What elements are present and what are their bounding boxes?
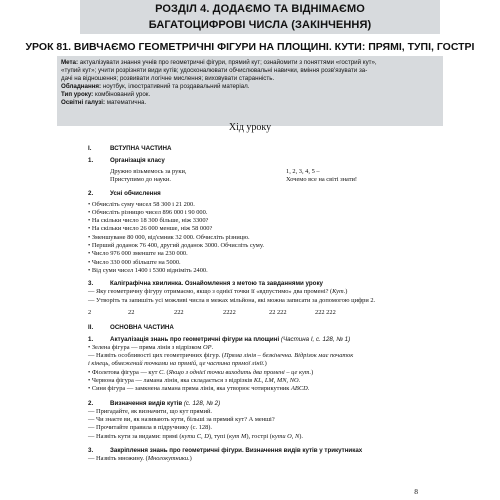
question-text — [0, 433, 500, 441]
type-label: Тип уроку: — [61, 90, 94, 98]
section-title: Визначення видів кутів — [110, 399, 184, 407]
question-part: ), тупі ( — [208, 432, 229, 440]
question-part: — Назвіть множину. ( — [88, 454, 148, 462]
list-item-text: На скільки число 18 300 більше, ніж 3300? — [91, 217, 209, 225]
list-item-text: . — [211, 343, 214, 351]
goal-label: Мета: — [61, 59, 79, 66]
poem-line: 1, 2, 3, 4, 5 – — [286, 168, 320, 175]
list-item: • Обчисліть різницю чисел 896 000 і 90 000. — [88, 208, 208, 216]
list-item: • Від суми чисел 1400 і 5300 відніміть 2400. — [88, 266, 208, 274]
poem-line: Приступимо до науки. — [110, 176, 171, 184]
greeting-poem — [0, 168, 500, 185]
answer-italic: Многокутники. — [147, 454, 190, 462]
answer-italic: Якщо з однієї точки виходить два промені – це кут. — [168, 368, 312, 376]
question-part: — Назвіть кути за видами: прямі ( — [88, 432, 182, 440]
section-heading — [0, 447, 500, 455]
section-title: Актуалізація знань про геометричні фігури на площині — [110, 335, 281, 343]
goal-text-3: дачі на відношення; розвивати логічне мислення; виховувати старанність. — [61, 74, 275, 82]
section-heading — [0, 400, 500, 408]
list-item-text: Фіолетова фігура — кут — [91, 368, 160, 376]
list-item-text: Обчисліть різницю чисел 896 000 і 90 000. — [91, 208, 208, 216]
section-number: 2. — [88, 399, 94, 407]
calli-number: 22 222 — [269, 308, 287, 316]
calli-number: 222 222 — [315, 308, 336, 316]
list-item: • Синя фігура — замкнена ламана пряма лінія, яка утворює чотирикутник ABCD. — [88, 385, 310, 393]
lesson-body — [0, 116, 500, 463]
calli-number: 2222 — [223, 308, 236, 316]
list-item-text: ) — [311, 368, 314, 376]
poem-left — [110, 168, 286, 185]
question-text: — Прочитайте правила в підручнику (с. 128). — [88, 424, 213, 432]
question-part: — Яку геометричну фігуру отримаємо, якщо з однієї точки її «вдпустимо» два промені? ( — [88, 288, 333, 296]
list-item: • Число 976 000 зменште на 230 000. — [88, 250, 188, 258]
question-part: ) — [189, 454, 192, 462]
equipment-label: Обладнання: — [61, 82, 102, 90]
answer-italic: кути O, N — [271, 432, 300, 440]
question-text: — Пригадайте, як визначити, що кут прямий. — [88, 407, 213, 415]
question-text — [0, 455, 500, 463]
section-heading — [0, 280, 500, 288]
list-item: • Число 330 000 збільште на 5000. — [88, 258, 181, 266]
part-title: ОСНОВНА ЧАСТИНА — [110, 323, 174, 331]
question-part: ), гострі ( — [246, 432, 272, 440]
lesson-title: УРОК 81. ВИВЧАЄМО ГЕОМЕТРИЧНІ ФІГУРИ НА ПЛОЩИНІ. КУТИ: ПРЯМІ, ТУПІ, ГОСТРІ — [25, 41, 475, 53]
section-reference: (Частина І, с. 128, № 1) — [280, 335, 351, 343]
list-item-text: На скільки число 26 000 менше, ніж 58 000? — [91, 225, 213, 233]
section-number: 2. — [88, 189, 94, 197]
list-item: • Фіолетова фігура — кут C. (Якщо з однієї точки виходить два промені – це кут.) — [88, 368, 314, 376]
equipment-value: ноутбук, ілюстративний та роздавальний матеріал. — [101, 82, 250, 90]
section-number: 1. — [88, 157, 94, 164]
section-heading — [0, 157, 500, 165]
field-value: математична. — [105, 98, 147, 106]
section-title: Організація класу — [110, 157, 165, 164]
question-text: — Утворіть та запишіть усі можливі числа в межах мільйона, які можна записати за допомогою цифри 2. — [88, 296, 376, 304]
list-item-text: Обчисліть суму чисел 58 300 і 21 200. — [91, 200, 195, 208]
list-item: • Зелена фігура — пряма лінія з відрізком OP. — [88, 343, 214, 351]
section-reference: (с. 128, № 2) — [183, 399, 221, 407]
field-label: Освітні галузі: — [61, 98, 106, 106]
list-item-text: Червона фігура — ламана лінія, яка складається з відрізків — [91, 377, 254, 385]
question-text — [0, 288, 500, 296]
list-item-text: Зелена фігура — пряма лінія з відрізком — [91, 343, 203, 351]
italic-term: OP — [202, 343, 212, 351]
list-item: • Червона фігура — ламана лінія, яка складається з відрізків KL, LM, MN, NO. — [88, 377, 301, 385]
answer-italic: Пряма лінія – безкінечна. Відрізок має початок — [224, 352, 354, 360]
type-value: комбінований урок. — [93, 90, 151, 98]
chapter-title-line1: РОЗДІЛ 4. ДОДАЄМО ТА ВІДНІМАЄМО — [155, 3, 365, 15]
answer-italic: кути C, D — [181, 432, 209, 440]
section-heading — [0, 336, 500, 344]
part-intro-heading — [0, 142, 500, 155]
question-text: — Чи знаєте ви, як називають кути, більші за прямий кут? А менші? — [88, 415, 275, 423]
answer-italic: і кінець, обмежений точками на прямій, це частина прямої лінії. — [88, 360, 265, 368]
list-item-text: Зменшуване 80 000, від'ємник 32 000. Обчисліть різницю. — [91, 233, 250, 241]
poem-line: Хочемо все на світі знати! — [286, 176, 358, 184]
chapter-banner — [80, 0, 440, 34]
poem-line: Дружно візьмемось за руки, — [110, 168, 187, 175]
italic-term: ABCD. — [291, 385, 310, 393]
part-title: ВСТУПНА ЧАСТИНА — [110, 145, 172, 152]
section-title: Усні обчислення — [110, 189, 161, 197]
list-item: • Перший доданок 76 400, другий доданок 3000. Обчисліть суму. — [88, 242, 264, 250]
list-item: • Обчисліть суму чисел 58 300 і 21 200. — [88, 200, 195, 208]
part-number: II. — [88, 323, 94, 331]
question-part: ). — [299, 432, 303, 440]
goal-text-2: «тупий кут»; учити розрізняти види кутів; удосконалювати обчислювальні навички, вміння розв'язувати за- — [61, 66, 368, 74]
question-part: ) — [264, 360, 267, 368]
list-item-text: Синя фігура — замкнена ламана пряма лінія, яка утворює чотирикутник — [91, 385, 292, 393]
calli-number: 2 — [88, 308, 92, 316]
calligraphy-numbers — [0, 308, 500, 317]
poem-right — [286, 168, 357, 185]
section-heading — [0, 190, 500, 198]
question-part: — Назвіть особливості цих геометричних фігур. ( — [88, 352, 225, 360]
section-number: 1. — [88, 335, 94, 343]
goal-text-1: актуалізувати знання учнів про геометричні фігури, прямий кут; ознайомити з поняттями «гострий кут», — [78, 59, 377, 66]
chapter-title-line2: БАГАТОЦИФРОВІ ЧИСЛА (ЗАКІНЧЕННЯ) — [148, 19, 372, 31]
section-title: Закріплення знань про геометричні фігури. Визначення видів кутів у трикутниках — [110, 446, 363, 454]
type-line — [61, 91, 439, 99]
calli-number: 22 — [128, 308, 135, 316]
question-part: ) — [345, 288, 348, 296]
equipment-line — [61, 83, 439, 91]
italic-term: KL, LM, MN, NO. — [253, 377, 301, 385]
question-text — [0, 360, 500, 368]
section-number: 3. — [88, 446, 94, 454]
plan-title: Хід уроку — [228, 122, 272, 133]
answer-italic: Кут. — [332, 288, 346, 296]
list-item: • На скільки число 26 000 менше, ніж 58 000? — [88, 225, 213, 233]
list-item: • На скільки число 18 300 більше, ніж 3300? — [88, 217, 209, 225]
goal-line — [61, 59, 439, 67]
oral-tasks-list — [0, 201, 500, 276]
answer-italic: кут M — [228, 432, 247, 440]
list-item-text: Число 330 000 збільште на 5000. — [91, 258, 181, 266]
question-text — [0, 352, 500, 360]
section-number: 3. — [88, 280, 94, 288]
field-line — [61, 99, 439, 107]
list-item-text: Від суми чисел 1400 і 5300 відніміть 2400. — [91, 266, 208, 274]
section-title: Каліграфічна хвилинка. Ознайомлення з метою та завданнями уроку — [110, 280, 324, 288]
list-item: • Зменшуване 80 000, від'ємник 32 000. Обчисліть різницю. — [88, 233, 250, 241]
italic-term: C — [159, 368, 164, 376]
calli-number: 222 — [174, 308, 184, 316]
page-number: 8 — [414, 487, 418, 496]
list-item-text: Перший доданок 76 400, другий доданок 3000. Обчисліть суму. — [91, 242, 264, 250]
part-main-heading — [0, 321, 500, 334]
part-number: I. — [88, 145, 92, 152]
list-item-text: Число 976 000 зменште на 230 000. — [91, 250, 188, 258]
list-item-text: . ( — [163, 368, 169, 376]
